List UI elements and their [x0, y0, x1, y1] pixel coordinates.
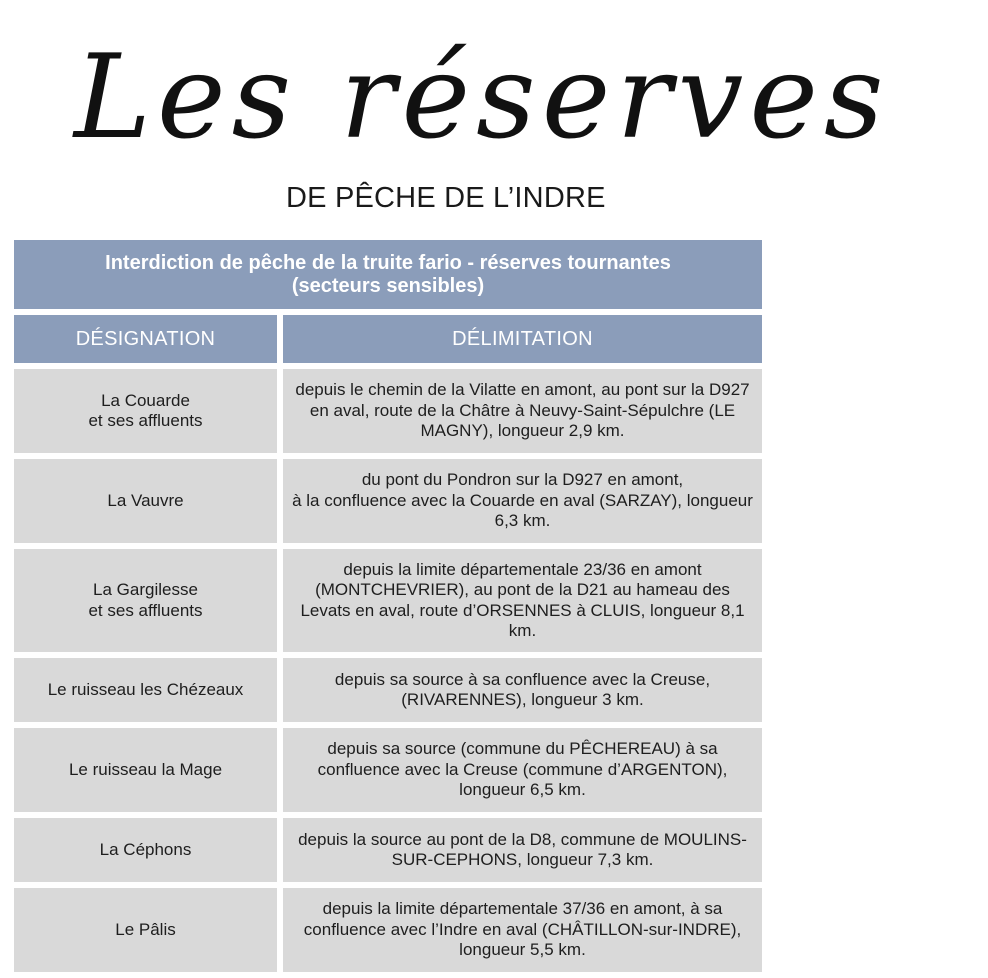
delimitation-cell	[283, 658, 762, 722]
page-title-script: Les réserves	[74, 30, 890, 165]
delimitation-text: depuis le chemin de la Vilatte en amont, au pont sur la D927 en aval, route de la Châtre à Neuvy-Saint-Sépulchre (LE MAGNY), longueur 2,9 km.	[295, 380, 750, 441]
reserves-table	[14, 240, 762, 978]
delimitation-text: depuis sa source à sa confluence avec la Creuse, (RIVARENNES), longueur 3 km.	[334, 669, 711, 709]
table-row	[14, 459, 762, 543]
delimitation-text: depuis la limite départementale 37/36 en amont, à sa confluence avec l’Indre en aval (CHÂTILLON-sur-INDRE), longueur 5,5 km.	[303, 899, 742, 960]
delimitation-cell	[283, 728, 762, 812]
table-row	[14, 549, 762, 652]
designation-cell	[14, 369, 277, 453]
table-header-row	[14, 315, 762, 363]
delimitation-text: depuis la source au pont de la D8, commune de MOULINS-SUR-CEPHONS, longueur 7,3 km.	[298, 829, 747, 869]
delimitation-cell	[283, 549, 762, 652]
designation-text: Le Pâlis	[115, 919, 176, 939]
table-banner-line2: (secteurs sensibles)	[291, 274, 485, 297]
delimitation-cell	[283, 369, 762, 453]
delimitation-cell	[283, 888, 762, 972]
table-banner-line1: Interdiction de pêche de la truite fario - réserves tournantes	[105, 251, 671, 274]
table-row	[14, 658, 762, 722]
column-header-delimitation: DÉLIMITATION	[283, 315, 762, 363]
designation-text: La Gargilesse et ses affluents	[88, 580, 203, 620]
designation-cell	[14, 888, 277, 972]
designation-text: Le ruisseau les Chézeaux	[47, 679, 244, 699]
table-row	[14, 728, 762, 812]
delimitation-text: depuis la limite départementale 23/36 en amont (MONTCHEVRIER), au pont de la D21 au hameau des Levats en aval, route d’ORSENNES à CLUIS, longueur 8,1 km.	[300, 559, 745, 640]
table-row	[14, 369, 762, 453]
table-row	[14, 888, 762, 972]
designation-cell	[14, 818, 277, 882]
table-banner	[14, 240, 762, 309]
designation-cell	[14, 728, 277, 812]
delimitation-text: depuis sa source (commune du PÊCHEREAU) à sa confluence avec la Creuse (commune d’ARGENTON), longueur 6,5 km.	[317, 739, 728, 800]
designation-text: La Céphons	[99, 839, 192, 859]
page-subtitle: DE PÊCHE DE L’INDRE	[286, 182, 606, 214]
delimitation-cell	[283, 818, 762, 882]
designation-text: La Couarde et ses affluents	[88, 390, 203, 430]
designation-cell	[14, 459, 277, 543]
column-header-designation: DÉSIGNATION	[14, 315, 277, 363]
designation-cell	[14, 658, 277, 722]
designation-text: La Vauvre	[107, 490, 184, 510]
designation-cell	[14, 549, 277, 652]
delimitation-cell	[283, 459, 762, 543]
designation-text: Le ruisseau la Mage	[68, 759, 223, 779]
delimitation-text: du pont du Pondron sur la D927 en amont, à la confluence avec la Couarde en aval (SARZAY), longueur 6,3 km.	[292, 470, 753, 531]
table-row	[14, 818, 762, 882]
